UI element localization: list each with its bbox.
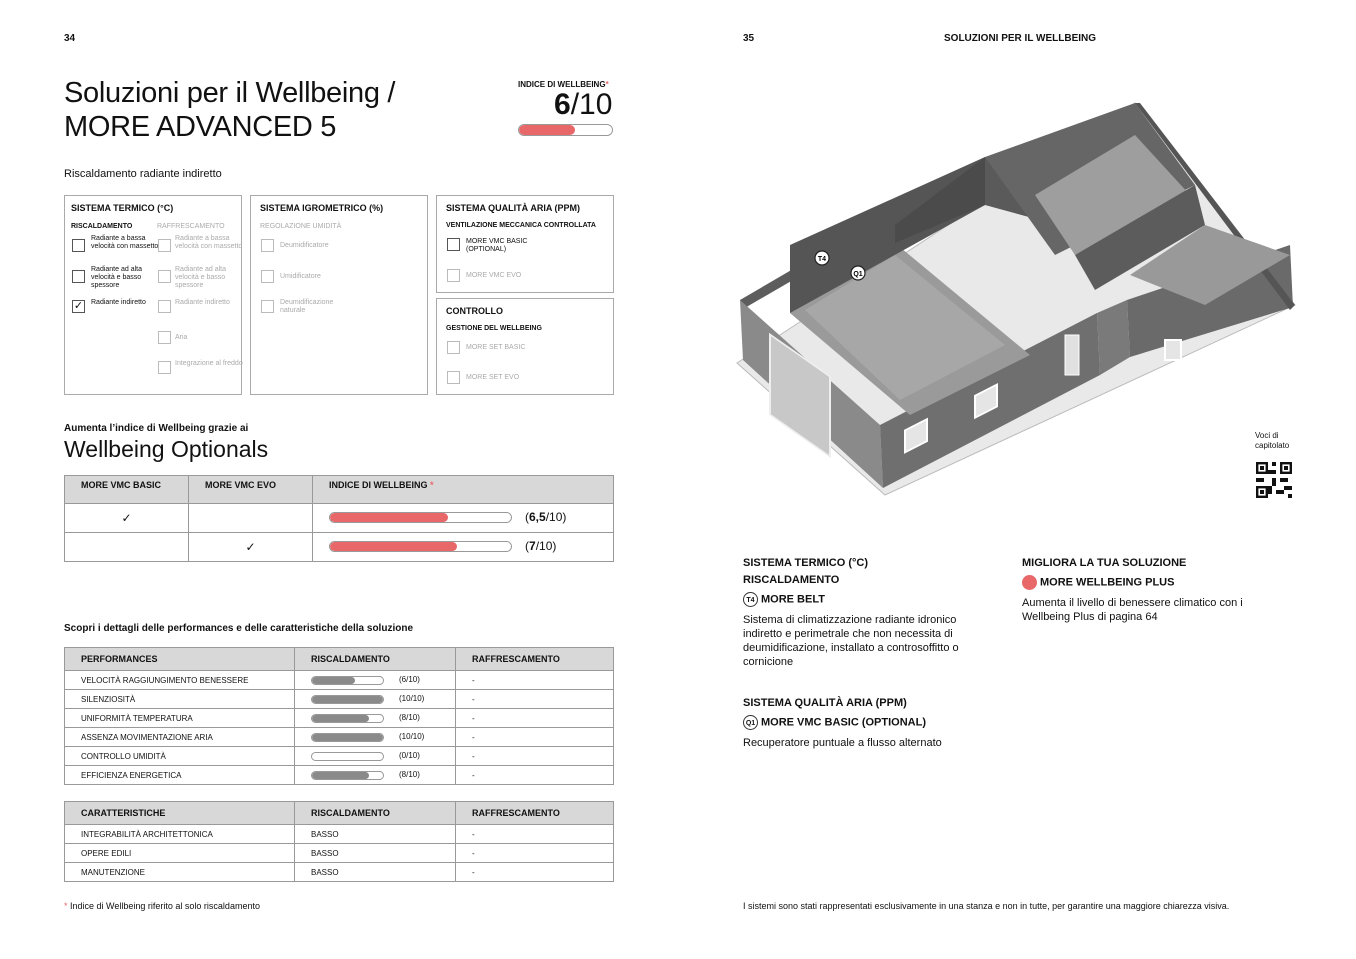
perf-bar (311, 771, 384, 780)
score-cell (313, 504, 614, 533)
perf-score-cell (295, 690, 456, 709)
char-raff: - (456, 844, 614, 863)
perf-raff: - (456, 671, 614, 690)
checkbox-vmc-evo[interactable] (447, 269, 460, 282)
qualita-description: Recuperatore puntuale a flusso alternato (743, 737, 942, 749)
checkbox-raff-1[interactable] (158, 270, 171, 283)
perf-raff: - (456, 747, 614, 766)
checkbox-risc-2-checked[interactable]: ✓ (73, 300, 84, 312)
optional-score-value: 7 (529, 539, 536, 553)
checkbox-label: MORE SET BASIC (466, 344, 526, 351)
check-icon: ✓ (121, 511, 132, 525)
termico-title: SISTEMA TERMICO (°C) (743, 557, 868, 569)
table-row (65, 766, 614, 785)
perf-score: (0/10) (399, 751, 420, 760)
char-label: OPERE EDILI (65, 844, 295, 863)
perf-label: SILENZIOSITÀ (65, 690, 295, 709)
table-header-row (65, 648, 614, 671)
qr-label: Voci di capitolato (1255, 431, 1290, 450)
box-sistema-termico (64, 195, 242, 395)
box-title: CONTROLLO (446, 306, 503, 316)
checkbox-set-basic[interactable] (447, 341, 460, 354)
empty-cell (189, 504, 313, 533)
perf-raff: - (456, 766, 614, 785)
optionals-title: Wellbeing Optionals (64, 436, 269, 462)
perf-raff: - (456, 709, 614, 728)
perf-label: CONTROLLO UMIDITÀ (65, 747, 295, 766)
checkbox-risc-0[interactable] (72, 239, 85, 252)
marker-t4-label: T4 (817, 256, 827, 263)
perf-score: (8/10) (399, 713, 420, 722)
char-risc: BASSO (295, 863, 456, 882)
check-icon: ✓ (245, 540, 256, 554)
optional-score-total: /10 (535, 539, 553, 553)
perf-label: ASSENZA MOVIMENTAZIONE ARIA (65, 728, 295, 747)
checkbox-label: Radiante a bassa velocità con massetto (175, 235, 243, 250)
star-icon: * (64, 901, 68, 911)
wellbeing-index-bar (518, 124, 613, 136)
box-sistema-igrometrico (250, 195, 428, 395)
index-score-total: /10 (570, 88, 613, 121)
qualita-product-name: MORE VMC BASIC (OPTIONAL) (761, 716, 926, 729)
table-row (65, 533, 614, 562)
optionals-table (64, 475, 614, 562)
score-cell (313, 533, 614, 562)
perf-label: VELOCITÀ RAGGIUNGIMENTO BENESSERE (65, 671, 295, 690)
table-row (65, 825, 614, 844)
perf-score-cell (295, 747, 456, 766)
header-riscaldamento: RISCALDAMENTO (295, 648, 456, 671)
checkbox-vmc-basic[interactable] (447, 238, 460, 251)
empty-cell (65, 533, 189, 562)
table-header-row (65, 476, 614, 504)
box-title: SISTEMA QUALITÀ ARIA (PPM) (446, 203, 580, 213)
door (1065, 335, 1079, 375)
perf-bar (311, 733, 384, 742)
header-caratteristiche: CARATTERISTICHE (65, 802, 295, 825)
title-line-1: Soluzioni per il Wellbeing / (64, 77, 396, 109)
tag-q1-icon: Q1 (743, 715, 758, 730)
perf-raff: - (456, 728, 614, 747)
checkbox-raff-4[interactable] (158, 361, 171, 374)
optional-score-total: /10 (545, 510, 563, 524)
table-row (65, 728, 614, 747)
checkbox-label: MORE VMC EVO (466, 272, 522, 279)
red-dot-icon (1022, 575, 1037, 590)
header-vmc-evo: MORE VMC EVO (189, 476, 313, 504)
perf-score: (10/10) (399, 732, 425, 741)
performances-table (64, 647, 614, 785)
table-row (65, 747, 614, 766)
checkbox-risc-1[interactable] (72, 270, 85, 283)
perf-bar (311, 676, 384, 685)
termico-product (743, 592, 825, 607)
perf-score: (8/10) (399, 770, 420, 779)
termico-description: Sistema di climatizzazione radiante idronico indiretto e perimetrale che non necessita di deumidificazione, installato a controsoffitto o cornicione (743, 614, 959, 668)
perf-score-cell (295, 728, 456, 747)
optional-bar-fill (330, 542, 457, 551)
box-title: SISTEMA IGROMETRICO (%) (260, 203, 384, 213)
header-riscaldamento: RISCALDAMENTO (295, 802, 456, 825)
col-header-vmc: VENTILAZIONE MECCANICA CONTROLLATA (446, 222, 596, 229)
qualita-title: SISTEMA QUALITÀ ARIA (PPM) (743, 697, 907, 709)
migliora-product-name: MORE WELLBEING PLUS (1040, 576, 1175, 589)
perf-score: (10/10) (399, 694, 425, 703)
checkbox-set-evo[interactable] (447, 371, 460, 384)
perf-bar-fill (312, 696, 383, 703)
perf-bar-fill (312, 677, 355, 684)
optional-score: (7/10) (525, 539, 557, 553)
star-icon: * (605, 80, 609, 89)
checkbox-label: Umidificatore (280, 273, 321, 280)
migliora-description: Aumenta il livello di benessere climatico con i Wellbeing Plus di pagina 64 (1022, 597, 1243, 623)
header-vmc-basic: MORE VMC BASIC (65, 476, 189, 504)
table-row (65, 671, 614, 690)
perf-bar (311, 714, 384, 723)
house-illustration (735, 95, 1300, 505)
header-indice-text: INDICE DI WELLBEING (329, 480, 428, 490)
checkbox-raff-0[interactable] (158, 239, 171, 252)
col-header-riscaldamento: RISCALDAMENTO (71, 223, 133, 230)
termico-product-name: MORE BELT (761, 593, 825, 606)
box-sistema-qualita-aria (436, 195, 614, 293)
checkbox-raff-2[interactable] (158, 300, 171, 313)
char-risc: BASSO (295, 825, 456, 844)
details-title: Scopri i dettagli delle performances e delle caratteristiche della soluzione (64, 623, 414, 634)
page-number-left: 34 (64, 33, 76, 44)
checkbox-igro-1[interactable] (261, 270, 274, 283)
page-header-title: SOLUZIONI PER IL WELLBEING (944, 33, 1097, 44)
checkbox-label: Radiante indiretto (91, 299, 146, 306)
checkbox-label: Integrazione al freddo (175, 360, 243, 367)
checkbox-label: Radiante ad alta velocità e basso spessore (175, 266, 226, 289)
window (1165, 340, 1181, 360)
title-line-2: MORE ADVANCED 5 (64, 111, 337, 143)
perf-bar-fill (312, 734, 383, 741)
perf-bar-fill (312, 715, 369, 722)
optionals-subtitle: Aumenta l’indice di Wellbeing grazie ai (64, 423, 249, 434)
optional-score-value: 6,5 (529, 510, 546, 524)
perf-bar (311, 695, 384, 704)
checkbox-raff-3[interactable] (158, 331, 171, 344)
footnote-text: Indice di Wellbeing riferito al solo riscaldamento (70, 901, 260, 911)
table-row (65, 504, 614, 533)
col-header-raffrescamento: RAFFRESCAMENTO (157, 223, 225, 230)
char-label: INTEGRABILITÀ ARCHITETTONICA (65, 825, 295, 844)
optional-bar-fill (330, 513, 448, 522)
marker-q1-label: Q1 (853, 271, 863, 278)
perf-raff: - (456, 690, 614, 709)
table-row (65, 863, 614, 882)
checkbox-label: Radiante ad alta velocità e basso spessore (91, 266, 142, 289)
footnote-left (64, 901, 260, 911)
solution-subtitle: Riscaldamento radiante indiretto (64, 168, 222, 180)
char-raff: - (456, 863, 614, 882)
perf-bar (311, 752, 384, 761)
caratteristiche-table (64, 801, 614, 882)
char-risc: BASSO (295, 844, 456, 863)
checkbox-label: Deumidificazione naturale (280, 299, 334, 314)
checkbox-label: MORE VMC BASIC (OPTIONAL) (466, 238, 528, 253)
table-row (65, 690, 614, 709)
col-header-regolazione: REGOLAZIONE UMIDITÀ (260, 223, 342, 230)
perf-label: UNIFORMITÀ TEMPERATURA (65, 709, 295, 728)
box-title: SISTEMA TERMICO (°C) (71, 203, 174, 213)
table-row (65, 709, 614, 728)
perf-score-cell (295, 709, 456, 728)
index-label-text: INDICE DI WELLBEING (518, 80, 606, 89)
wellbeing-index-bar-fill (519, 125, 575, 135)
check-cell (189, 533, 313, 562)
perf-score-cell (295, 766, 456, 785)
check-cell (65, 504, 189, 533)
header-raffrescamento: RAFFRESCAMENTO (456, 802, 614, 825)
checkbox-label: MORE SET EVO (466, 374, 520, 381)
header-performances: PERFORMANCES (65, 648, 295, 671)
checkbox-label: Radiante a bassa velocità con massetto (91, 235, 159, 250)
perf-bar-fill (312, 772, 369, 779)
optional-bar (329, 541, 512, 552)
char-raff: - (456, 825, 614, 844)
char-label: MANUTENZIONE (65, 863, 295, 882)
qr-code-icon[interactable] (1256, 462, 1292, 498)
checkbox-label: Deumidificatore (280, 242, 329, 249)
migliora-title: MIGLIORA LA TUA SOLUZIONE (1022, 557, 1187, 569)
perf-label: EFFICIENZA ENERGETICA (65, 766, 295, 785)
wellbeing-index-score (554, 88, 612, 122)
checkbox-label: Radiante indiretto (175, 299, 230, 306)
checkbox-label: Aria (175, 334, 188, 341)
perf-score: (6/10) (399, 675, 420, 684)
qualita-product (743, 715, 926, 730)
index-score-value: 6 (554, 88, 571, 121)
checkbox-igro-2[interactable] (261, 300, 274, 313)
termico-subtitle: RISCALDAMENTO (743, 574, 840, 586)
table-header-row (65, 802, 614, 825)
optional-score: (6,5/10) (525, 510, 567, 524)
box-controllo (436, 298, 614, 395)
tag-t4-icon: T4 (743, 592, 758, 607)
page-title (64, 76, 395, 144)
header-raffrescamento: RAFFRESCAMENTO (456, 648, 614, 671)
star-icon: * (430, 480, 434, 490)
header-indice (313, 476, 614, 504)
table-row (65, 844, 614, 863)
migliora-product (1022, 575, 1174, 590)
perf-score-cell (295, 671, 456, 690)
page-number-right: 35 (743, 33, 755, 44)
col-header-gestione: GESTIONE DEL WELLBEING (446, 325, 542, 332)
checkbox-igro-0[interactable] (261, 239, 274, 252)
optional-bar (329, 512, 512, 523)
footnote-right: I sistemi sono stati rappresentati esclusivamente in una stanza e non in tutte, per garantire una maggiore chiarezza visiva. (743, 901, 1230, 911)
